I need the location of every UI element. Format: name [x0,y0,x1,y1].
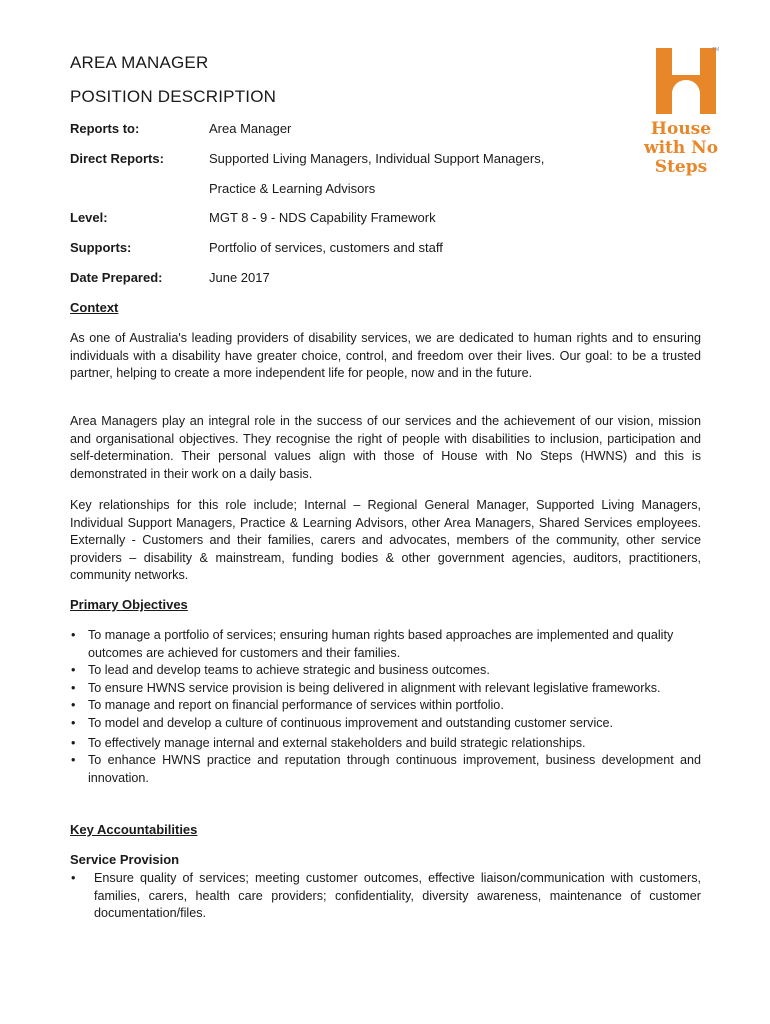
detail-label: Level: [70,210,108,225]
trademark-mark: TM [712,47,720,53]
list-item: • To manage a portfolio of services; ensuring human rights based approaches are implemented and quality outcomes are achieved for customers and their families. [71,628,674,660]
logo-text-line1: House [650,119,712,139]
list-item: • To lead and develop teams to achieve strategic and business outcomes. [71,663,490,678]
service-provision-list [70,870,701,923]
detail-value: Supported Living Managers, Individual Support Managers, [209,151,545,166]
list-item: • Ensure quality of services; meeting customer outcomes, effective liaison/communication with customers, families, carers, health care providers; confidentiality, diversity awareness, maintenance of customer documentation/files. [71,871,701,921]
detail-value: MGT 8 - 9 - NDS Capability Framework [209,210,436,225]
detail-label: Direct Reports: [70,151,164,166]
list-item: • To enhance HWNS practice and reputation through continuous improvement, business development and innovation. [71,753,701,785]
document-subtitle: POSITION DESCRIPTION [70,87,277,106]
detail-value: Area Manager [209,121,292,136]
context-paragraph: As one of Australia's leading providers of disability services, we are dedicated to human rights and to ensuring individuals with a disability have greater choice, control, and freedom over their lives. Our goal: to be a trusted partner, helping to create a more independent life for people, now and in the future. [70,331,701,381]
house-logo-icon [656,48,716,114]
detail-label: Supports: [70,240,132,255]
detail-value: Practice & Learning Advisors [209,181,376,196]
list-item: • To model and develop a culture of continuous improvement and outstanding customer service. [71,715,614,730]
document-title: AREA MANAGER [70,53,209,72]
logo-text-line2: with No [643,138,719,158]
detail-value: June 2017 [209,270,270,285]
context-paragraph: Key relationships for this role include; Internal – Regional General Manager, Supported Living Managers, Individual Support Managers, Practice & Learning Advisors, other Area Managers, Shared Services employees. Externally - Customers and their families, carers and advocates, members of the community, other service providers – disability & mainstream, funding bodies & other government agencies, auditors, practitioners, community networks. [70,498,701,583]
detail-label: Date Prepared: [70,270,163,285]
list-item: • To effectively manage internal and external stakeholders and build strategic relationships. [71,735,586,750]
house-with-no-steps-logo [636,48,726,177]
service-provision-heading: Service Provision [70,852,180,867]
list-item: • To ensure HWNS service provision is being delivered in alignment with relevant legislative frameworks. [71,680,661,695]
primary-objectives-list [70,627,701,787]
detail-value: Portfolio of services, customers and staff [209,240,443,255]
primary-objectives-heading: Primary Objectives [70,597,188,612]
key-accountabilities-heading: Key Accountabilities [70,822,198,837]
context-paragraph: Area Managers play an integral role in the success of our services and the achievement of our vision, mission and organisational objectives. They recognise the right of people with disabilities to inclusion, participation and self-determination. Their personal values align with those of House with No Steps (HWNS) and this is demonstrated in their work on a daily basis. [70,414,701,481]
context-heading: Context [70,300,119,315]
list-item: • To manage and report on financial performance of services within portfolio. [71,698,504,713]
logo-text-line3: Steps [654,157,708,177]
detail-label: Reports to: [70,121,140,136]
